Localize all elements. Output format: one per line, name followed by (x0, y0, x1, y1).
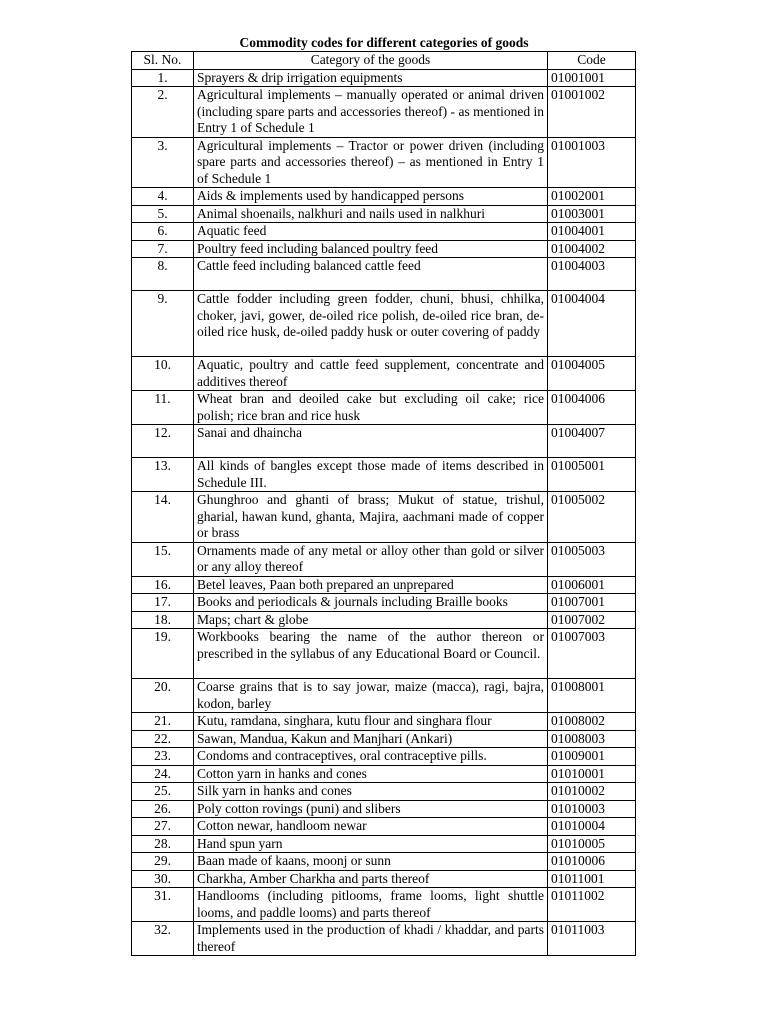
row-category: Charkha, Amber Charkha and parts thereof (194, 870, 548, 888)
row-sl-no: 26. (132, 800, 194, 818)
row-category: Ghunghroo and ghanti of brass; Mukut of statue, trishul, gharial, hawan kund, ghanta, Majira, aachmani made of copper or brass (194, 492, 548, 543)
row-code: 01010006 (548, 853, 636, 871)
table-row (132, 492, 636, 543)
row-category: Ornaments made of any metal or alloy other than gold or silver or any alloy thereof (194, 542, 548, 576)
row-code: 01008002 (548, 713, 636, 731)
row-code: 01009001 (548, 748, 636, 766)
table-row (132, 730, 636, 748)
row-sl-no: 8. (132, 258, 194, 291)
row-code: 01001001 (548, 69, 636, 87)
row-code: 01001002 (548, 87, 636, 138)
commodity-codes-table (131, 51, 636, 956)
table-row (132, 69, 636, 87)
row-category: Kutu, ramdana, singhara, kutu flour and singhara flour (194, 713, 548, 731)
table-row (132, 713, 636, 731)
table-row (132, 188, 636, 206)
table-row (132, 783, 636, 801)
row-sl-no: 18. (132, 611, 194, 629)
table-row (132, 542, 636, 576)
row-category: Aquatic feed (194, 223, 548, 241)
row-code: 01010001 (548, 765, 636, 783)
table-row (132, 748, 636, 766)
row-sl-no: 29. (132, 853, 194, 871)
row-code: 01004004 (548, 291, 636, 357)
row-sl-no: 5. (132, 205, 194, 223)
row-category: Sprayers & drip irrigation equipments (194, 69, 548, 87)
table-row (132, 679, 636, 713)
row-code: 01008003 (548, 730, 636, 748)
row-code: 01011002 (548, 888, 636, 922)
table-row (132, 425, 636, 458)
row-code: 01004003 (548, 258, 636, 291)
row-code: 01001003 (548, 137, 636, 188)
row-sl-no: 21. (132, 713, 194, 731)
row-category: Sawan, Mandua, Kakun and Manjhari (Ankari) (194, 730, 548, 748)
row-sl-no: 22. (132, 730, 194, 748)
table-row (132, 888, 636, 922)
row-sl-no: 10. (132, 357, 194, 391)
row-code: 01004001 (548, 223, 636, 241)
row-category: Sanai and dhaincha (194, 425, 548, 458)
row-sl-no: 25. (132, 783, 194, 801)
table-row (132, 800, 636, 818)
table-row (132, 291, 636, 357)
row-code: 01002001 (548, 188, 636, 206)
row-category: Workbooks bearing the name of the author thereon or prescribed in the syllabus of any Educational Board or Council. (194, 629, 548, 679)
row-sl-no: 17. (132, 594, 194, 612)
row-sl-no: 19. (132, 629, 194, 679)
header-code: Code (548, 52, 636, 70)
row-category: Cattle fodder including green fodder, chuni, bhusi, chhilka, choker, javi, gower, de-oiled rice polish, de-oiled rice bran, de-oiled rice husk, de-oiled paddy husk or outer covering of paddy (194, 291, 548, 357)
row-sl-no: 1. (132, 69, 194, 87)
row-code: 01010002 (548, 783, 636, 801)
table-row (132, 870, 636, 888)
document-title: Commodity codes for different categories of goods (239, 35, 529, 50)
row-category: Maps; chart & globe (194, 611, 548, 629)
row-code: 01010004 (548, 818, 636, 836)
row-sl-no: 31. (132, 888, 194, 922)
table-row (132, 765, 636, 783)
row-category: Coarse grains that is to say jowar, maize (macca), ragi, bajra, kodon, barley (194, 679, 548, 713)
row-category: Implements used in the production of khadi / khaddar, and parts thereof (194, 922, 548, 956)
row-sl-no: 12. (132, 425, 194, 458)
table-row (132, 205, 636, 223)
row-sl-no: 4. (132, 188, 194, 206)
row-category: Cattle feed including balanced cattle feed (194, 258, 548, 291)
row-category: Aquatic, poultry and cattle feed supplement, concentrate and additives thereof (194, 357, 548, 391)
row-sl-no: 32. (132, 922, 194, 956)
row-sl-no: 11. (132, 391, 194, 425)
row-sl-no: 2. (132, 87, 194, 138)
table-header-row (132, 52, 636, 70)
row-sl-no: 27. (132, 818, 194, 836)
row-category: Animal shoenails, nalkhuri and nails used in nalkhuri (194, 205, 548, 223)
row-category: Aids & implements used by handicapped persons (194, 188, 548, 206)
table-row (132, 853, 636, 871)
row-sl-no: 23. (132, 748, 194, 766)
row-code: 01004007 (548, 425, 636, 458)
row-code: 01007003 (548, 629, 636, 679)
row-category: All kinds of bangles except those made of items described in Schedule III. (194, 458, 548, 492)
row-sl-no: 15. (132, 542, 194, 576)
row-category: Wheat bran and deoiled cake but excluding oil cake; rice polish; rice bran and rice husk (194, 391, 548, 425)
table-row (132, 223, 636, 241)
row-sl-no: 9. (132, 291, 194, 357)
row-code: 01008001 (548, 679, 636, 713)
table-row (132, 87, 636, 138)
row-code: 01005001 (548, 458, 636, 492)
table-row (132, 458, 636, 492)
row-category: Handlooms (including pitlooms, frame looms, light shuttle looms, and paddle looms) and parts thereof (194, 888, 548, 922)
table-row (132, 922, 636, 956)
row-sl-no: 28. (132, 835, 194, 853)
row-code: 01005002 (548, 492, 636, 543)
row-code: 01007001 (548, 594, 636, 612)
row-category: Baan made of kaans, moonj or sunn (194, 853, 548, 871)
row-category: Betel leaves, Paan both prepared an unprepared (194, 576, 548, 594)
table-row (132, 594, 636, 612)
row-category: Hand spun yarn (194, 835, 548, 853)
table-row (132, 629, 636, 679)
row-code: 01011003 (548, 922, 636, 956)
header-sl-no: Sl. No. (132, 52, 194, 70)
row-code: 01006001 (548, 576, 636, 594)
row-code: 01011001 (548, 870, 636, 888)
table-row (132, 835, 636, 853)
table-row (132, 576, 636, 594)
row-category: Poly cotton rovings (puni) and slibers (194, 800, 548, 818)
row-category: Agricultural implements – manually operated or animal driven (including spare parts and accessories thereof) - as mentioned in Entry 1 of Schedule 1 (194, 87, 548, 138)
table-row (132, 818, 636, 836)
row-sl-no: 6. (132, 223, 194, 241)
row-sl-no: 20. (132, 679, 194, 713)
table-row (132, 391, 636, 425)
row-code: 01010003 (548, 800, 636, 818)
table-row (132, 240, 636, 258)
row-category: Books and periodicals & journals including Braille books (194, 594, 548, 612)
row-sl-no: 7. (132, 240, 194, 258)
row-code: 01004002 (548, 240, 636, 258)
header-category: Category of the goods (194, 52, 548, 70)
row-category: Condoms and contraceptives, oral contraceptive pills. (194, 748, 548, 766)
row-category: Silk yarn in hanks and cones (194, 783, 548, 801)
row-sl-no: 13. (132, 458, 194, 492)
row-category: Agricultural implements – Tractor or power driven (including spare parts and accessories thereof) – as mentioned in Entry 1 of Schedule 1 (194, 137, 548, 188)
row-sl-no: 24. (132, 765, 194, 783)
row-code: 01007002 (548, 611, 636, 629)
row-code: 01010005 (548, 835, 636, 853)
table-row (132, 611, 636, 629)
table-row (132, 137, 636, 188)
row-sl-no: 16. (132, 576, 194, 594)
table-row (132, 258, 636, 291)
table-row (132, 357, 636, 391)
row-code: 01003001 (548, 205, 636, 223)
row-code: 01005003 (548, 542, 636, 576)
row-code: 01004005 (548, 357, 636, 391)
row-sl-no: 14. (132, 492, 194, 543)
row-category: Cotton yarn in hanks and cones (194, 765, 548, 783)
row-category: Cotton newar, handloom newar (194, 818, 548, 836)
row-category: Poultry feed including balanced poultry feed (194, 240, 548, 258)
row-code: 01004006 (548, 391, 636, 425)
row-sl-no: 3. (132, 137, 194, 188)
row-sl-no: 30. (132, 870, 194, 888)
